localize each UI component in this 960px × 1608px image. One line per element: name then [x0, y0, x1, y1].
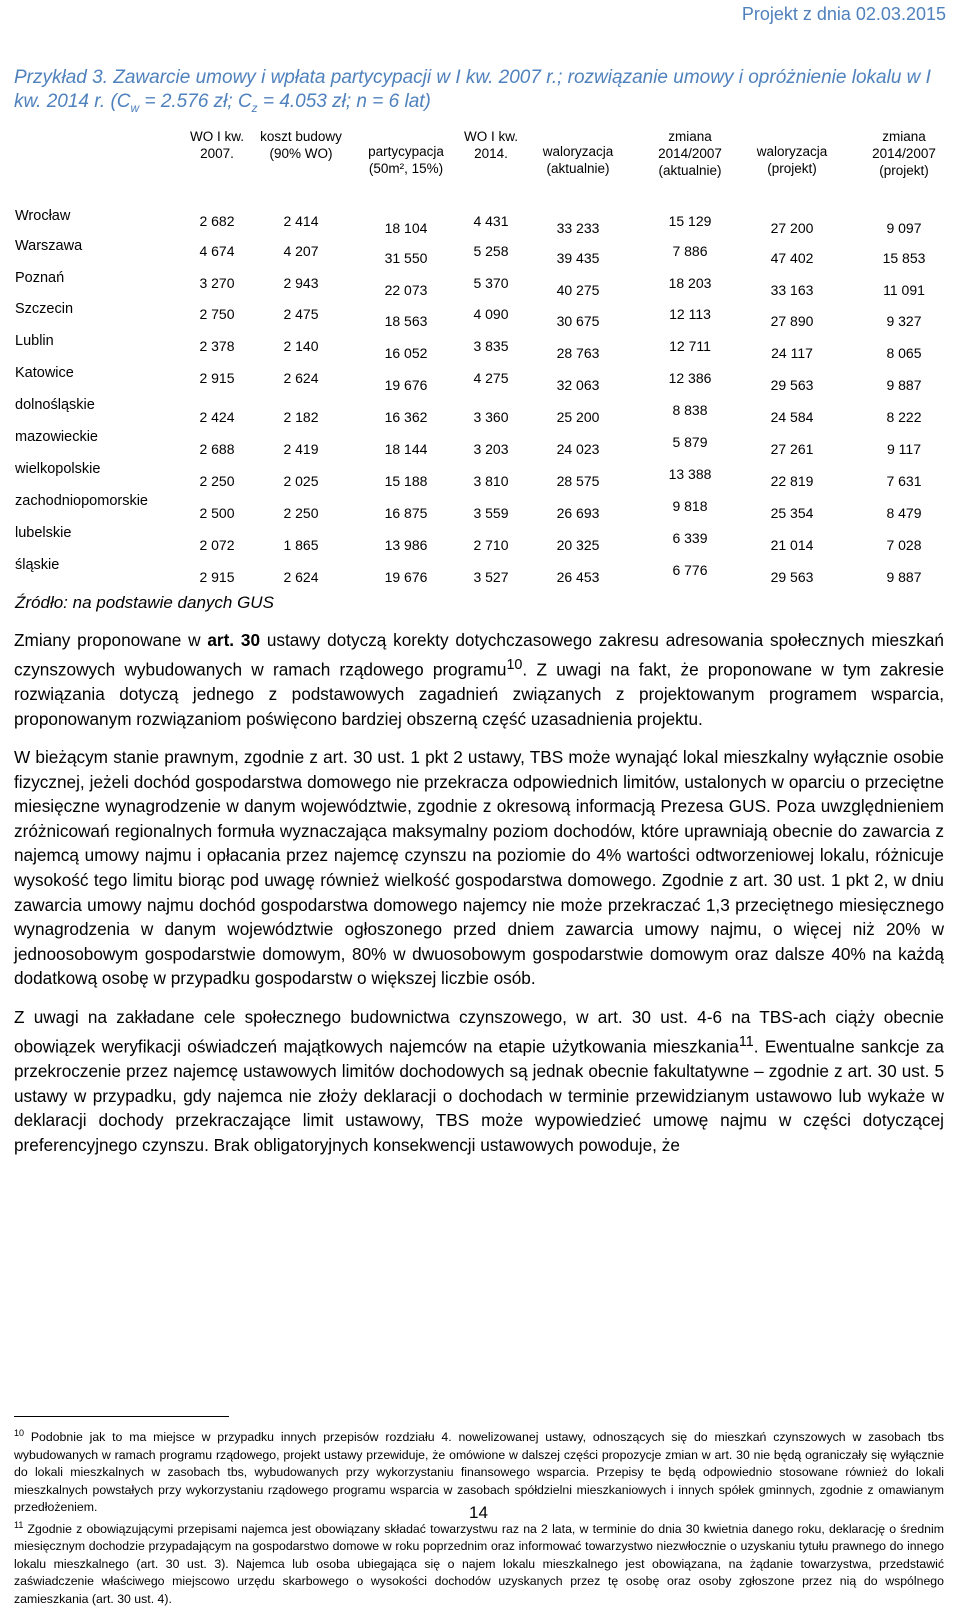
table-cell: 2 682 [199, 213, 235, 229]
table-cell: 2 624 [283, 569, 319, 585]
p1-text-a: Zmiany proponowane w [14, 630, 208, 650]
table-cell: 2 943 [283, 275, 319, 291]
p1-text-e: ustawy dotyczą korekty dotychczasowego zakresu adresowania społecznych mieszkań czynszowych wybudowanych w ramach rządowego programu [14, 630, 944, 680]
table-cell: 2 182 [283, 409, 319, 425]
table-cell: 24 584 [770, 409, 814, 425]
table-cell: 8 065 [886, 345, 922, 361]
table-cell: 4 431 [473, 213, 509, 229]
table-cell: 3 270 [199, 275, 235, 291]
table-header-5: zmiana 2014/2007 (aktualnie) [658, 129, 722, 178]
table-cell: 27 261 [770, 441, 814, 457]
table-row-label: dolnośląskie [15, 397, 95, 413]
table-cell: 12 113 [669, 306, 711, 322]
table-cell: 47 402 [770, 250, 814, 266]
table-cell: 4 207 [283, 243, 319, 259]
table-cell: 2 500 [199, 505, 235, 521]
table-cell: 2 419 [283, 441, 319, 457]
table-cell: 16 875 [384, 505, 428, 521]
body-text [14, 628, 944, 1171]
table-cell: 7 886 [672, 243, 708, 259]
table-row-label: Lublin [15, 333, 54, 349]
table-cell: 2 424 [199, 409, 235, 425]
table-header-3: WO I kw. 2014. [464, 129, 518, 161]
table-cell: 13 986 [384, 537, 428, 553]
title-mid: = 2.576 zł; C [139, 91, 252, 112]
document-header: Projekt z dnia 02.03.2015 [741, 4, 946, 24]
table-cell: 9 887 [886, 377, 922, 393]
paragraph-3 [14, 1005, 944, 1157]
table-cell: 2 688 [199, 441, 235, 457]
p1-bold-art: art. [207, 630, 235, 650]
table-cell: 26 453 [556, 569, 600, 585]
table-cell: 31 550 [384, 250, 428, 266]
table-cell: 8 479 [886, 505, 922, 521]
table-cell: 2 414 [283, 213, 319, 229]
table-cell: 24 023 [556, 441, 600, 457]
footnote-ref-11[interactable]: 11 [738, 1033, 754, 1050]
example-title [14, 66, 944, 120]
table-cell: 28 763 [556, 345, 600, 361]
table-cell: 7 028 [886, 537, 922, 553]
table-cell: 2 250 [283, 505, 319, 521]
table-cell: 2 750 [199, 306, 235, 322]
table-cell: 15 853 [882, 250, 926, 266]
table-cell: 6 776 [672, 562, 708, 578]
table-cell: 15 129 [668, 213, 712, 229]
table-cell: 12 711 [669, 338, 711, 354]
table-cell: 3 360 [473, 409, 509, 425]
table-cell: 9 327 [886, 313, 922, 329]
table-row-label: wielkopolskie [15, 461, 101, 477]
footnote-num: 11 [14, 1519, 24, 1530]
table-cell: 16 052 [384, 345, 428, 361]
table-cell: 39 435 [556, 250, 600, 266]
table-cell: 7 631 [886, 473, 922, 489]
table-cell: 29 563 [770, 377, 814, 393]
table-cell: 16 362 [384, 409, 428, 425]
table-row-label: Szczecin [15, 301, 74, 317]
table-header-6: waloryzacja (projekt) [756, 144, 828, 176]
table-cell: 9 117 [887, 441, 921, 457]
table-row-label: Poznań [15, 270, 65, 286]
table-cell: 2 140 [283, 338, 319, 354]
footnote-num: 10 [14, 1428, 25, 1438]
table-row-label: śląskie [15, 557, 60, 573]
table-cell: 5 370 [473, 275, 509, 291]
title-main: Przykład 3. Zawarcie umowy i wpłata partycypacji w I kw. 2007 r.; rozwiązanie umowy i opróżnienie lokalu w I kw. 2014 r. (C [14, 67, 931, 112]
table-cell: 25 200 [556, 409, 600, 425]
table-row-label: lubelskie [15, 525, 72, 541]
table-cell: 27 890 [770, 313, 814, 329]
table-cell: 18 104 [384, 220, 428, 236]
table-cell: 2 475 [283, 306, 319, 322]
table-cell: 2 378 [199, 338, 235, 354]
table-cell: 2 250 [199, 473, 235, 489]
table-row-label: mazowieckie [15, 429, 98, 445]
table-cell: 5 258 [473, 243, 509, 259]
footnote-11 [14, 1517, 944, 1608]
table-cell: 2 915 [199, 569, 235, 585]
table-cell: 3 810 [473, 473, 509, 489]
table-cell: 20 325 [556, 537, 600, 553]
table-cell: 12 386 [668, 370, 712, 386]
p1-space [234, 630, 241, 650]
footnote-ref-10[interactable]: 10 [506, 656, 523, 673]
table-cell: 18 203 [668, 275, 712, 291]
table-header-4: waloryzacja (aktualnie) [542, 144, 614, 176]
table-cell: 4 090 [473, 306, 509, 322]
table-cell: 2 624 [283, 370, 319, 386]
table-cell: 9 818 [672, 498, 708, 514]
footnote-text: Podobnie jak to ma miejsce w przypadku innych przepisów rozdziału 4. nowelizowanej ustawy, odnoszących się do mieszkań czynszowych w zasobach tbs wybudowanych w ramach programu rządowego, projekt ustawy przewiduje, że omówione w dalszej części propozycje zmian w art. 30 nie będą ograniczały się wyłącznie do lokali mieszkalnych w zasobach tbs, wybudowanych przy wykorzystaniu finansowego wsparcia. Przepisy te będą odpowiednio stosowane również do lokali mieszkalnych powstałych przy wykorzystaniu rządowego programu wsparcia w zasobach spółdzielni mieszkaniowych i innych spółek gminnych, zgodnie z omawianym przedłożeniem. [14, 1430, 944, 1515]
table-cell: 26 693 [556, 505, 600, 521]
table-cell: 3 835 [473, 338, 509, 354]
table-cell: 2 072 [199, 537, 235, 553]
table-cell: 29 563 [770, 569, 814, 585]
paragraph-2: W bieżącym stanie prawnym, zgodnie z art. 30 ust. 1 pkt 2 ustawy, TBS może wynająć lokal mieszkalny wyłącznie osobie fizycznej, jeżeli dochód gospodarstwa domowego nie przekracza odpowiednich limitów, ustalonych w oparciu o przeciętne miesięczne wynagrodzenie w danym województwie, zgodnie z okresową informacją Prezesa GUS. Poza uwzględnieniem zróżnicowań regionalnych formuła wyznaczająca maksymalny poziom dochodów, które uprawniają obecnie do zawarcia z najemcą umowy najmu i opłacania przez najemcę czynszu na poziomie do 4% wartości odtworzeniowej lokalu, różnicuje wysokość tego limitu biorąc pod uwagę również wielkość gospodarstwa domowego. Zgodnie z art. 30 ust. 1 pkt 2, w dniu zawarcia umowy najmu dochód gospodarstwa domowego najemcy nie może przekraczać 1,3 przeciętnego miesięcznego wynagrodzenia w danym województwie ogłoszonego przed dniem zawarcia umowy najmu, o więcej niż 20% w jednoosobowym gospodarstwie domowym, 80% w dwuosobowym gospodarstwie domowym oraz dalsze 40% na każdą dodatkową osobę w przypadku gospodarstw o większej liczbie osób. [14, 747, 944, 989]
paragraph-1 [14, 628, 944, 731]
page-number: 14 [469, 1503, 488, 1522]
table-cell: 24 117 [771, 345, 813, 361]
subscript-z: z [251, 100, 258, 115]
table-row-label: Warszawa [15, 238, 83, 254]
table-cell: 9 097 [886, 220, 922, 236]
table-cell: 8 838 [672, 402, 708, 418]
table-cell: 33 233 [556, 220, 600, 236]
table-header-7: zmiana 2014/2007 (projekt) [872, 129, 936, 178]
table-cell: 25 354 [770, 505, 814, 521]
footnote-separator [14, 1416, 229, 1417]
p1-text-f: . Z uwagi na fakt, że proponowane w tym zakresie rozwiązania dotyczą jednego z podstawowych zagadnień związanych z projektowanym programem wsparcia, proponowanym rozwiązaniom poświęcono bardziej obszerną część uzasadnienia projektu. [14, 659, 944, 729]
table-cell: 11 091 [883, 282, 925, 298]
table-cell: 28 575 [556, 473, 600, 489]
table-cell: 19 676 [384, 569, 428, 585]
table-cell: 19 676 [384, 377, 428, 393]
table-cell: 5 879 [672, 434, 708, 450]
table-cell: 2 025 [283, 473, 319, 489]
table-cell: 6 339 [672, 530, 708, 546]
table-cell: 18 144 [384, 441, 428, 457]
table-cell: 8 222 [886, 409, 922, 425]
table-header-2: partycypacja (50m², 15%) [368, 144, 444, 176]
table-source: Źródło: na podstawie danych GUS [15, 593, 274, 612]
p1-bold-30: 30 [240, 630, 261, 650]
table-row-label: Katowice [15, 365, 74, 381]
table-cell: 18 563 [384, 313, 428, 329]
table-cell: 32 063 [556, 377, 600, 393]
footnote-text: Zgodnie z obowiązującymi przepisami najemca jest obowiązany składać towarzystwu raz na 2 lata, w terminie do dnia 30 kwietnia danego roku, deklarację o średnim miesięcznym dochodzie przypadającym na gospodarstwo domowe w roku poprzednim oraz informować towarzystwo niezwłocznie o uzyskaniu tytułu prawnego do innego lokalu mieszkalnego (art. 30 ust. 3). Najemca lub osoba ubiegająca się o najem lokalu mieszkalnego jest obowiązana, na żądanie towarzystwa, przedstawić zaświadczenie właściwego miejscowo urzędu skarbowego o wysokości dochodów uzyskanych przez tę osobę oraz osoby zgłoszone przez nią do wspólnego zamieszkania (art. 30 ust. 4). [14, 1521, 944, 1606]
table-cell: 4 275 [473, 370, 509, 386]
table-cell: 30 675 [556, 313, 600, 329]
table-cell: 13 388 [668, 466, 712, 482]
table-cell: 27 200 [770, 220, 814, 236]
p3-text-a: Z uwagi na zakładane cele społecznego budownictwa czynszowego, w art. 30 ust. 4-6 na TBS-ach ciąży obecnie obowiązek weryfikacji oświadczeń majątkowych najemców na etapie użytkowania mieszkania [14, 1007, 944, 1057]
table-cell: 15 188 [384, 473, 428, 489]
table-cell: 22 073 [384, 282, 428, 298]
table-cell: 3 203 [473, 441, 509, 457]
table-cell: 21 014 [770, 537, 814, 553]
p3-text-b: . Ewentualne sankcje za przekroczenie przez najemcę ustawowych limitów dochodowych są jednak obecnie fakultatywne – zgodnie z art. 30 ust. 5 ustawy w przypadku, gdy najemca nie złoży deklaracji o dochodach w terminie przewidzianym ustawowo lub wykaże w deklaracji dochody przekraczające limit ustawowy, TBS może wypowiedzieć umowę najmu w części dotyczącej preferencyjnego czynszu. Brak obligatoryjnych konsekwencji ustawowych powoduje, że [14, 1036, 944, 1155]
table-cell: 9 887 [886, 569, 922, 585]
table-cell: 2 915 [199, 370, 235, 386]
table-cell: 1 865 [283, 537, 319, 553]
table-cell: 3 559 [473, 505, 509, 521]
table-cell: 2 710 [473, 537, 509, 553]
table-cell: 22 819 [770, 473, 814, 489]
table-cell: 3 527 [473, 569, 509, 585]
table-header-0: WO I kw. 2007. [190, 129, 244, 161]
table-header-1: koszt budowy (90% WO) [260, 129, 342, 161]
table-cell: 33 163 [770, 282, 814, 298]
table-cell: 4 674 [199, 243, 235, 259]
title-end: = 4.053 zł; n = 6 lat) [257, 91, 431, 112]
subscript-w: w [130, 100, 140, 115]
table-row-label: zachodniopomorskie [15, 493, 148, 509]
table-row-label: Wrocław [15, 208, 71, 224]
table-cell: 40 275 [556, 282, 600, 298]
